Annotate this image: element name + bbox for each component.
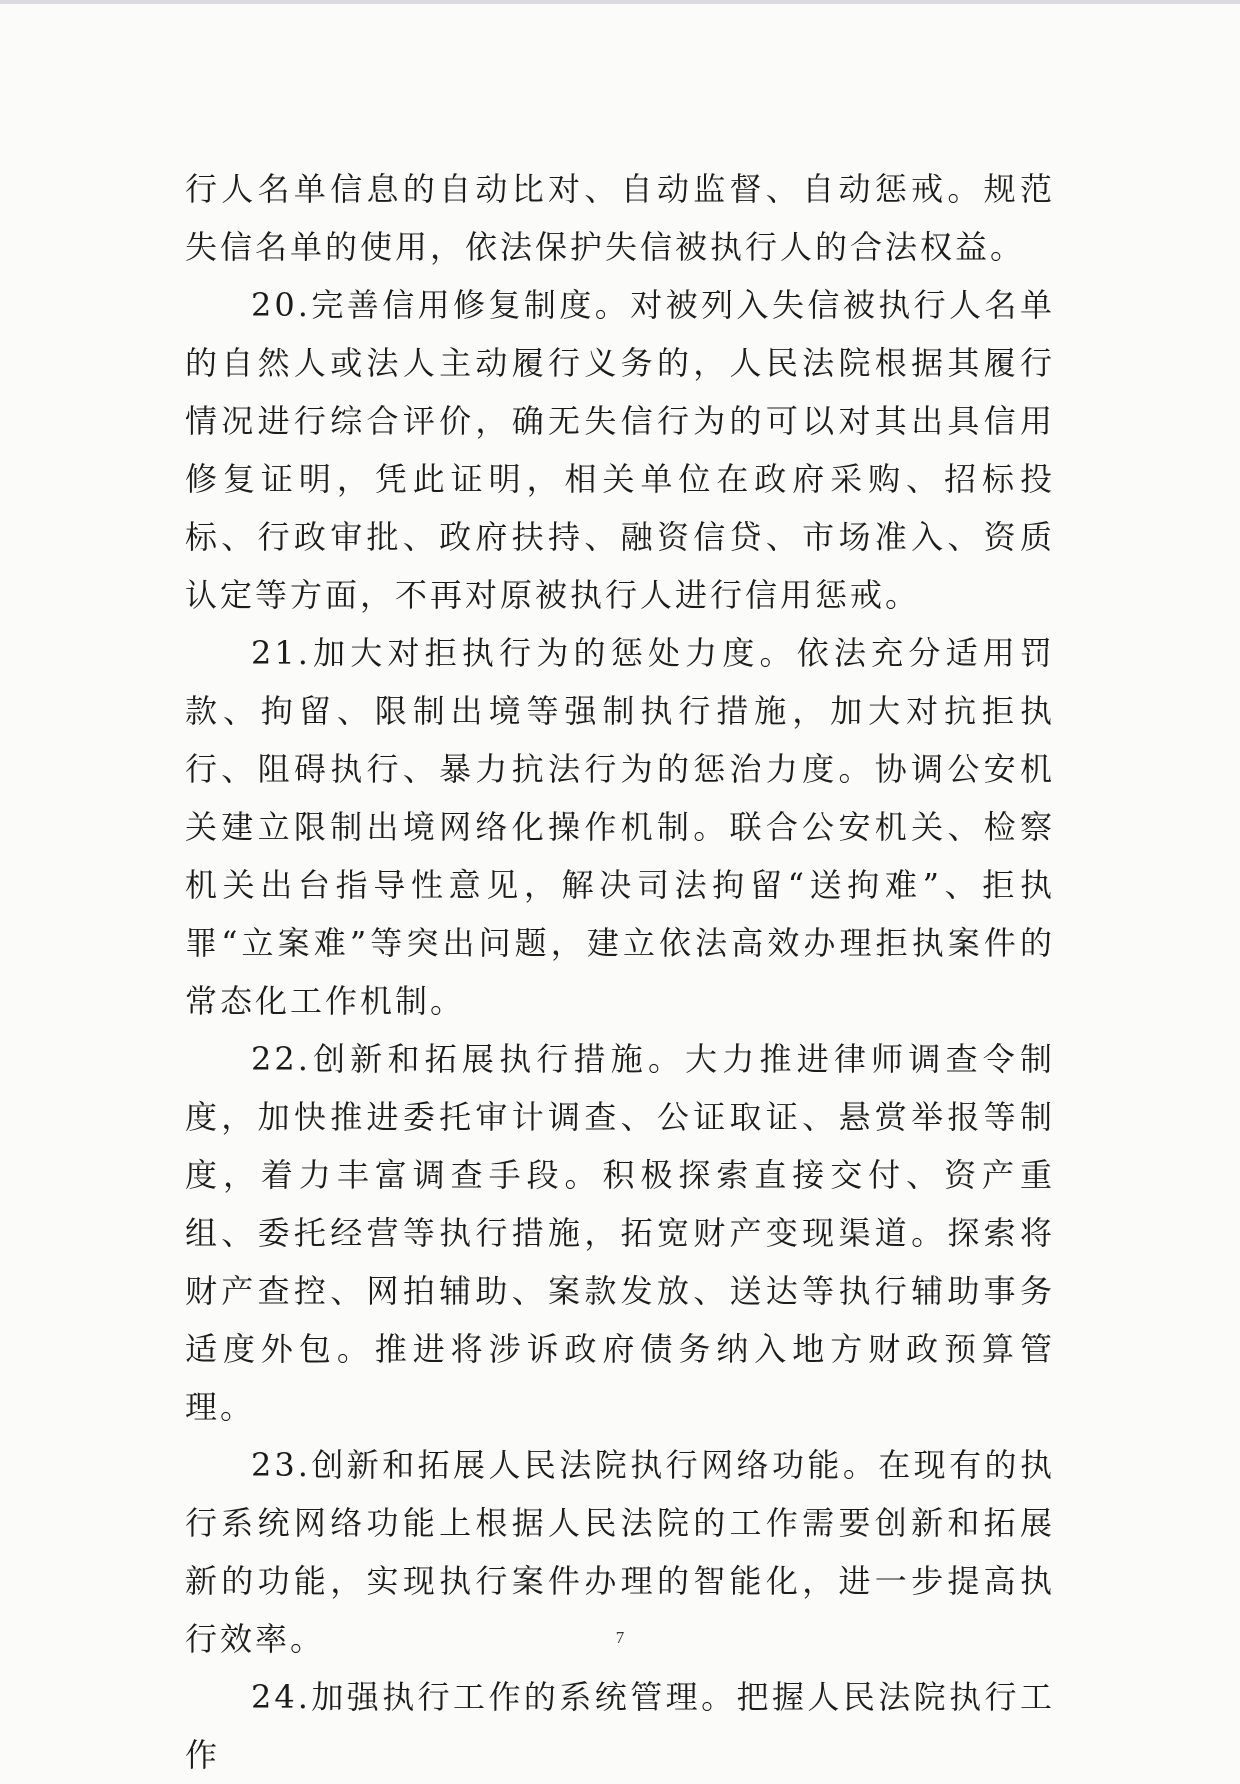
paragraph-item-22: 22.创新和拓展执行措施。大力推进律师调查令制度，加快推进委托审计调查、公证取证、悬赏举报等制度，着力丰富调查手段。积极探索直接交付、资产重组、委托经营等执行措施，拓宽财产变现渠道。探索将财产查控、网拍辅助、案款发放、送达等执行辅助事务适度外包。推进将涉诉政府债务纳入地方财政预算管理。 — [185, 1040, 1055, 1426]
paragraph-item-21: 21.加大对拒执行为的惩处力度。依法充分适用罚款、拘留、限制出境等强制执行措施，加大对抗拒执行、阻碍执行、暴力抗法行为的惩治力度。协调公安机关建立限制出境网络化操作机制。联合公安机关、检察机关出台指导性意见，解决司法拘留“送拘难”、拒执罪“立案难”等突出问题，建立依法高效办理拒执案件的常态化工作机制。 — [185, 634, 1055, 1020]
paragraph-item-23: 23.创新和拓展人民法院执行网络功能。在现有的执行系统网络功能上根据人民法院的工作需要创新和拓展新的功能，实现执行案件办理的智能化，进一步提高执行效率。 — [185, 1446, 1055, 1658]
paragraph-continuation: 行人名单信息的自动比对、自动监督、自动惩戒。规范失信名单的使用，依法保护失信被执行人的合法权益。 — [185, 170, 1055, 266]
paragraph-item-24: 24.加强执行工作的系统管理。把握人民法院执行工作 — [185, 1678, 1055, 1774]
document-body — [185, 160, 1055, 1784]
page-number: 7 — [615, 1628, 625, 1647]
paragraph-item-20: 20.完善信用修复制度。对被列入失信被执行人名单的自然人或法人主动履行义务的，人民法院根据其履行情况进行综合评价，确无失信行为的可以对其出具信用修复证明，凭此证明，相关单位在政府采购、招标投标、行政审批、政府扶持、融资信贷、市场准入、资质认定等方面，不再对原被执行人进行信用惩戒。 — [185, 286, 1055, 614]
scan-top-edge — [0, 0, 1240, 4]
